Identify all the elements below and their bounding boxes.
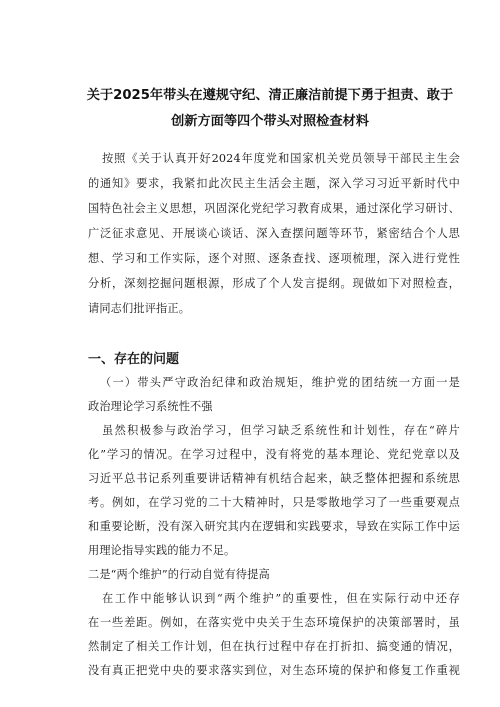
para2-line-4: 没有真正把党中央的要求落实到位，对生态环境的保护和修复工作重视 [88,664,460,677]
intro-line-3: 国特色社会主义思想，巩固深化党纪学习教育成果，通过深化学习研讨、 [88,202,460,215]
para2-line-1: 在工作中能够认识到“两个维护”的重要性，但在实际行动中还存 [102,592,460,605]
para1-line-5: 和重要论断，没有深入研究其内在逻辑和实践要求，导致在实际工作中运 [88,520,460,533]
section-heading-problems: 一、存在的问题 [88,352,180,367]
subsection-2-heading: 二是“两个维护”的行动自觉有待提高 [88,568,270,581]
intro-line-2: 的通知》要求，我紧扣此次民主生活会主题，深入学习习近平新时代中 [88,177,460,190]
para1-line-4: 考。例如，在学习党的二十大精神时，只是零散地学习了一些重要观点 [88,496,460,509]
intro-line-6: 分析，深刻挖掘问题根源，形成了个人发言提纲。现做如下对照检查， [88,277,460,290]
title-line-2: 创新方面等四个带头对照检查材料 [171,114,369,129]
para1-line-1: 虽然积极参与政治学习，但学习缺乏系统性和计划性，存在“碎片 [102,424,460,437]
subsection-1-line-2: 政治理论学习系统性不强 [88,400,213,413]
para2-line-2: 在一些差距。例如，在落实党中央关于生态环境保护的决策部署时，虽 [88,616,460,629]
document-title [70,83,470,135]
title-line-1: 关于2025年带头在遵规守纪、清正廉洁前提下勇于担责、敢于 [86,88,454,103]
para1-line-6: 用理论指导实践的能力不足。 [88,544,236,557]
para2-line-3: 然制定了相关工作计划，但在执行过程中存在打折扣、搞变通的情况， [88,640,460,653]
intro-line-5: 想、学习和工作实际，逐个对照、逐条查找、逐项梳理，深入进行党性 [88,252,460,265]
intro-line-4: 广泛征求意见、开展谈心谈话、深入查摆问题等环节，紧密结合个人思 [88,227,460,240]
para1-line-3: 习近平总书记系列重要讲话精神有机结合起来，缺乏整体把握和系统思 [88,472,460,485]
intro-line-1: 按照《关于认真开好2024年度党和国家机关党员领导干部民主生会 [102,152,460,165]
subsection-1-line-1: （一）带头严守政治纪律和政治规矩，维护党的团结统一方面一是 [100,376,460,389]
para1-line-2: 化”学习的情况。在学习过程中，没有将党的基本理论、党纪党章以及 [88,448,460,461]
intro-line-7: 请同志们批评指正。 [88,302,191,315]
